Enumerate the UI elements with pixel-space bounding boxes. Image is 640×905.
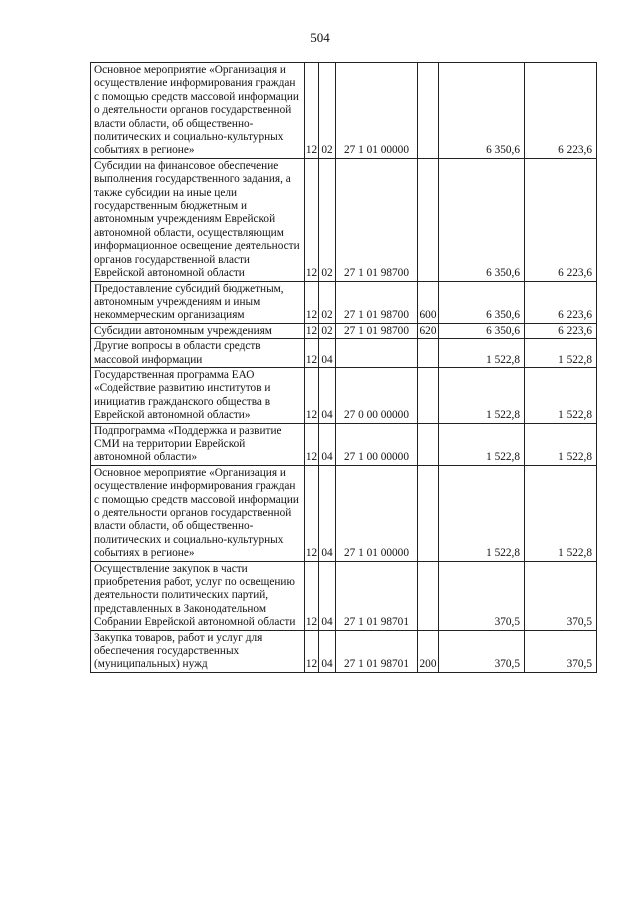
row-name: Субсидии на финансовое обеспечение выполнения государственного задания, а также субсидии на иные цели государственным бюджетным и автономным учреждениям Еврейской автономной области, осуществляющим информационное освещение деятельности органов государственной власти Еврейской автономной области	[91, 158, 305, 281]
amount-year-2: 370,5	[525, 630, 597, 672]
row-name: Основное мероприятие «Организация и осуществление информирования граждан с помощью средств массовой информации о деятельности органов государственной власти области, об общественно-политических и социально-культурных событиях в регионе»	[91, 63, 305, 159]
target-article-code: 27 1 01 00000	[336, 63, 418, 159]
expense-type-code	[418, 158, 439, 281]
amount-year-2: 1 522,8	[525, 465, 597, 561]
table-row	[91, 281, 597, 323]
subsection-code: 02	[319, 158, 336, 281]
row-name: Подпрограмма «Поддержка и развитие СМИ на территории Еврейской автономной области»	[91, 423, 305, 465]
section-code: 12	[305, 630, 319, 672]
row-name: Основное мероприятие «Организация и осуществление информирования граждан с помощью средств массовой информации о деятельности органов государственной власти области, об общественно-политических и социально-культурных событиях в регионе»	[91, 465, 305, 561]
page-number: 504	[310, 30, 330, 45]
target-article-code: 27 0 00 00000	[336, 367, 418, 423]
expense-type-code	[418, 465, 439, 561]
table-row	[91, 423, 597, 465]
expense-type-code	[418, 423, 439, 465]
amount-year-1: 370,5	[439, 630, 525, 672]
amount-year-1: 6 350,6	[439, 158, 525, 281]
amount-year-1: 6 350,6	[439, 281, 525, 323]
section-code: 12	[305, 63, 319, 159]
subsection-code: 04	[319, 465, 336, 561]
target-article-code: 27 1 01 98700	[336, 281, 418, 323]
target-article-code: 27 1 01 98700	[336, 158, 418, 281]
table-row	[91, 367, 597, 423]
table-row	[91, 323, 597, 338]
amount-year-1: 1 522,8	[439, 367, 525, 423]
expense-type-code: 600	[418, 281, 439, 323]
row-name: Осуществление закупок в части приобретения работ, услуг по освещению деятельности политических партий, представленных в Законодательном Собрании Еврейской автономной области	[91, 561, 305, 630]
amount-year-1: 1 522,8	[439, 423, 525, 465]
expense-type-code: 200	[418, 630, 439, 672]
section-code: 12	[305, 561, 319, 630]
amount-year-2: 6 223,6	[525, 158, 597, 281]
amount-year-1: 370,5	[439, 561, 525, 630]
amount-year-2: 6 223,6	[525, 281, 597, 323]
amount-year-1: 1 522,8	[439, 465, 525, 561]
subsection-code: 04	[319, 367, 336, 423]
expense-type-code: 620	[418, 323, 439, 338]
subsection-code: 04	[319, 423, 336, 465]
expense-type-code	[418, 63, 439, 159]
expense-type-code	[418, 339, 439, 368]
amount-year-1: 6 350,6	[439, 63, 525, 159]
subsection-code: 02	[319, 281, 336, 323]
table-row	[91, 339, 597, 368]
row-name: Закупка товаров, работ и услуг для обеспечения государственных (муниципальных) нужд	[91, 630, 305, 672]
amount-year-1: 6 350,6	[439, 323, 525, 338]
table-row	[91, 158, 597, 281]
amount-year-2: 370,5	[525, 561, 597, 630]
subsection-code: 02	[319, 63, 336, 159]
table-row	[91, 465, 597, 561]
table-row	[91, 63, 597, 159]
row-name: Государственная программа ЕАО «Содействие развитию институтов и инициатив гражданского общества в Еврейской автономной области»	[91, 367, 305, 423]
subsection-code: 02	[319, 323, 336, 338]
expense-type-code	[418, 367, 439, 423]
target-article-code: 27 1 01 00000	[336, 465, 418, 561]
target-article-code: 27 1 00 00000	[336, 423, 418, 465]
amount-year-2: 1 522,8	[525, 367, 597, 423]
expense-type-code	[418, 561, 439, 630]
row-name: Субсидии автономным учреждениям	[91, 323, 305, 338]
subsection-code: 04	[319, 561, 336, 630]
table-row	[91, 630, 597, 672]
section-code: 12	[305, 281, 319, 323]
subsection-code: 04	[319, 630, 336, 672]
amount-year-1: 1 522,8	[439, 339, 525, 368]
subsection-code: 04	[319, 339, 336, 368]
section-code: 12	[305, 324, 318, 337]
target-article-code	[336, 339, 418, 368]
section-code: 12	[305, 367, 319, 423]
section-code: 12	[305, 158, 319, 281]
amount-year-2: 6 223,6	[525, 323, 597, 338]
target-article-code: 27 1 01 98700	[336, 323, 418, 338]
amount-year-2: 6 223,6	[525, 63, 597, 159]
table-row	[91, 561, 597, 630]
row-name: Другие вопросы в области средств массовой информации	[91, 339, 305, 368]
row-name: Предоставление субсидий бюджетным, автономным учреждениям и иным некоммерческим организациям	[91, 281, 305, 323]
target-article-code: 27 1 01 98701	[336, 630, 418, 672]
section-code: 12	[305, 423, 319, 465]
section-code: 12	[305, 465, 319, 561]
amount-year-2: 1 522,8	[525, 339, 597, 368]
section-code: 12	[305, 339, 319, 368]
amount-year-2: 1 522,8	[525, 423, 597, 465]
budget-table	[90, 62, 597, 673]
target-article-code: 27 1 01 98701	[336, 561, 418, 630]
